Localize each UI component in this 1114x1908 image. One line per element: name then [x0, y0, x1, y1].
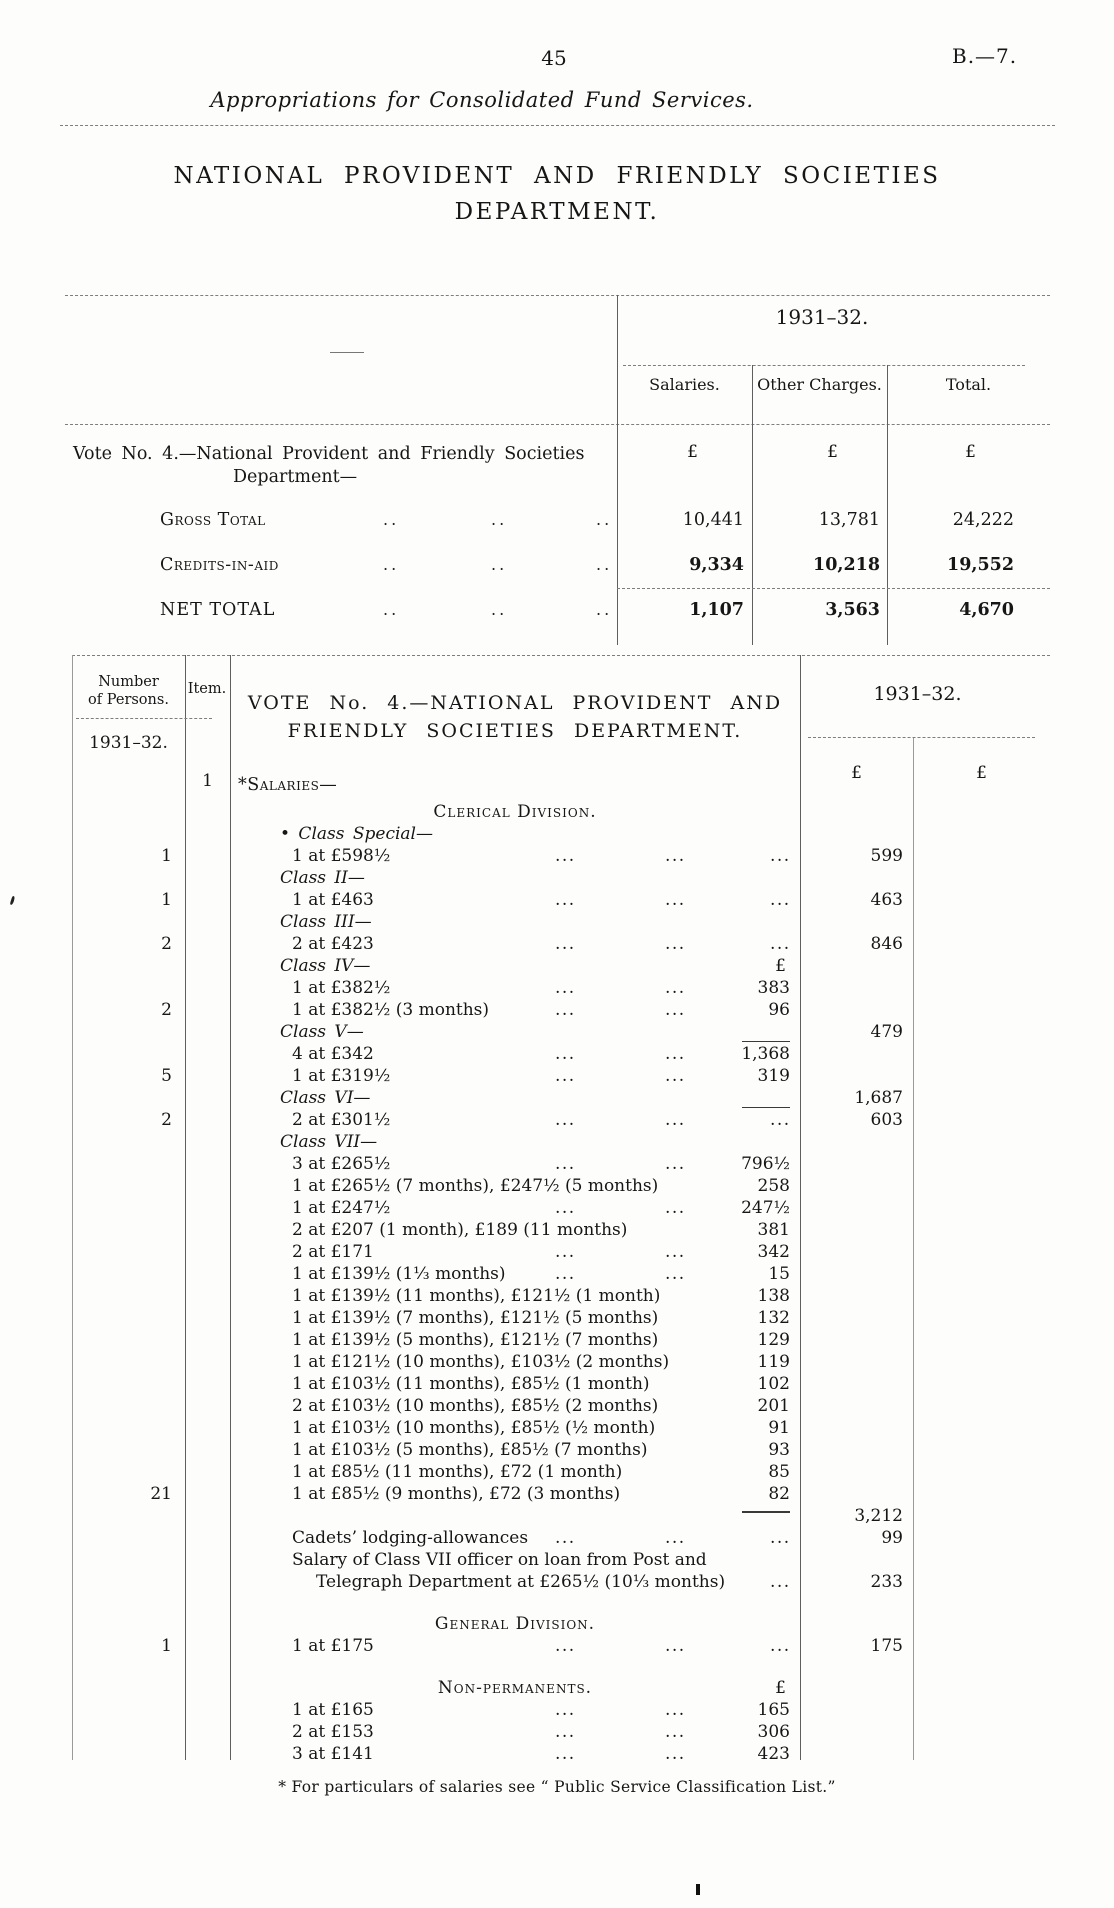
- detail-row: [72, 1699, 1050, 1721]
- amount-col1: 846: [870, 934, 903, 954]
- detail-row: [72, 1021, 1050, 1043]
- vote-title: [230, 689, 800, 745]
- leader-dots: ...: [665, 1528, 686, 1548]
- row-text: 4 at £342: [292, 1044, 374, 1064]
- header-rule: [60, 125, 1055, 126]
- sub-amount: 138: [757, 1286, 790, 1306]
- row-text: Class IV—: [280, 956, 371, 976]
- amount-total: 24,222: [952, 510, 1014, 530]
- detail-row: [72, 977, 1050, 999]
- detail-row: [72, 1395, 1050, 1417]
- amount-col1: 99: [881, 1528, 903, 1548]
- footnote: * For particulars of salaries see “ Public Service Classification List.”: [278, 1778, 836, 1796]
- amount-other-charges: 10,218: [813, 555, 880, 575]
- detail-table: [72, 655, 1050, 1767]
- row-text: Class II—: [280, 868, 365, 888]
- detail-row: [72, 1549, 1050, 1571]
- persons-count: 2: [161, 1110, 172, 1130]
- leader-dots: ...: [665, 1198, 686, 1218]
- detail-row: [72, 1131, 1050, 1153]
- detail-row: [72, 801, 1050, 823]
- row-text: 3 at £141: [292, 1744, 374, 1764]
- detail-row: [72, 999, 1050, 1021]
- detail-row: [72, 1461, 1050, 1483]
- row-text: 1 at £382½ (3 months): [292, 1000, 490, 1020]
- department-title-line2: DEPARTMENT.: [454, 199, 660, 225]
- row-text: Class III—: [280, 912, 372, 932]
- sub-amount: 423: [757, 1744, 790, 1764]
- leader-dots: ..: [596, 510, 613, 529]
- column-header-salaries: Salaries.: [649, 375, 720, 394]
- sub-amount: 132: [757, 1308, 790, 1328]
- leader-dots: ...: [665, 1000, 686, 1020]
- sub-amount: 1,368: [741, 1044, 790, 1064]
- leader-dots: ...: [770, 1528, 791, 1548]
- pound-sign-total: £: [965, 442, 976, 462]
- row-text: Salary of Class VII officer on loan from Post and: [292, 1550, 707, 1570]
- persons-count: 2: [161, 934, 172, 954]
- row-text: 1 at £103½ (11 months), £85½ (1 month): [292, 1374, 650, 1394]
- amount-col1: 1,687: [854, 1088, 903, 1108]
- row-text: 1 at £139½ (11 months), £121½ (1 month): [292, 1286, 661, 1306]
- detail-row: [72, 1153, 1050, 1175]
- sub-amount: 796½: [741, 1154, 790, 1174]
- row-text: 1 at £175: [292, 1636, 374, 1656]
- leader-dots: ...: [665, 1700, 686, 1720]
- row-text: Class V—: [280, 1022, 364, 1042]
- detail-row: [72, 1571, 1050, 1593]
- stub-dash-mark: [330, 352, 364, 353]
- detail-row: [72, 774, 1050, 796]
- leader-dots: ...: [665, 934, 686, 954]
- leader-dots: ..: [596, 555, 613, 574]
- sub-amount: 102: [757, 1374, 790, 1394]
- row-text: Class VI—: [280, 1088, 371, 1108]
- persons-count: 1: [161, 890, 172, 910]
- summary-table: [65, 295, 1050, 648]
- detail-row: [72, 1743, 1050, 1765]
- persons-count: 21: [150, 1484, 172, 1504]
- detail-row: [72, 911, 1050, 933]
- persons-header-line2: of Persons.: [88, 692, 169, 708]
- row-text: General Division.: [434, 1614, 596, 1634]
- summary-row-label: Credits-in-aid: [160, 555, 279, 575]
- sub-pound-sign: £: [775, 956, 786, 976]
- row-text: 1 at £139½ (7 months), £121½ (5 months): [292, 1308, 659, 1328]
- sub-amount: 319: [757, 1066, 790, 1086]
- row-text: 1 at £103½ (10 months), £85½ (½ month): [292, 1418, 656, 1438]
- sub-amount: 82: [768, 1484, 790, 1504]
- summary-row-label: Gross Total: [160, 510, 266, 530]
- sub-amount: 119: [757, 1352, 790, 1372]
- detail-row: [72, 955, 1050, 977]
- leader-dots: ...: [665, 1044, 686, 1064]
- leader-dots: ...: [770, 890, 791, 910]
- detail-row: [72, 1175, 1050, 1197]
- department-title-line1: NATIONAL PROVIDENT AND FRIENDLY SOCIETIES: [173, 163, 941, 189]
- row-text: 1 at £247½: [292, 1198, 391, 1218]
- leader-dots: ...: [555, 1700, 576, 1720]
- amount-other-charges: 13,781: [818, 510, 880, 530]
- leader-dots: ...: [555, 1636, 576, 1656]
- sub-amount: 15: [768, 1264, 790, 1284]
- row-text: Clerical Division.: [433, 802, 597, 822]
- row-text: 1 at £165: [292, 1700, 374, 1720]
- stray-ink-mark-bottom: [696, 1884, 700, 1895]
- pound-sign-other: £: [827, 442, 838, 462]
- vote-title-line2: FRIENDLY SOCIETIES DEPARTMENT.: [287, 720, 743, 742]
- amount-col1: 603: [870, 1110, 903, 1130]
- column-header-total: Total.: [945, 375, 992, 394]
- row-text: Non-permanents.: [437, 1678, 593, 1698]
- amount-col1: 233: [870, 1572, 903, 1592]
- detail-row: [72, 1065, 1050, 1087]
- row-text: 1 at £598½: [292, 846, 391, 866]
- leader-dots: ...: [555, 1744, 576, 1764]
- summary-row-label: NET TOTAL: [160, 600, 276, 620]
- persons-count: 5: [161, 1066, 172, 1086]
- leader-dots: ...: [555, 1044, 576, 1064]
- detail-row: [72, 1043, 1050, 1065]
- detail-year-header: 1931–32.: [873, 683, 962, 705]
- summary-row: [65, 500, 1050, 545]
- pound-sign-salaries: £: [687, 442, 698, 462]
- sub-amount: 165: [757, 1700, 790, 1720]
- amount-salaries: 1,107: [689, 600, 744, 620]
- detail-year-underline: [808, 737, 1035, 738]
- detail-row: [72, 1197, 1050, 1219]
- row-text: 2 at £423: [292, 934, 374, 954]
- leader-dots: ...: [555, 978, 576, 998]
- row-text: 2 at £103½ (10 months), £85½ (2 months): [292, 1396, 659, 1416]
- sub-amount: 247½: [741, 1198, 790, 1218]
- leader-dots: ..: [383, 510, 400, 529]
- leader-dots: ...: [555, 1000, 576, 1020]
- persons-count: 1: [161, 846, 172, 866]
- row-text: 1 at £85½ (11 months), £72 (1 month): [292, 1462, 623, 1482]
- persons-count: 1: [161, 1636, 172, 1656]
- persons-column-header: [72, 673, 185, 709]
- detail-row: [72, 1351, 1050, 1373]
- amount-salaries: 9,334: [689, 555, 744, 575]
- row-text: Cadets’ lodging-allowances: [292, 1528, 529, 1548]
- row-text: 1 at £103½ (5 months), £85½ (7 months): [292, 1440, 648, 1460]
- row-text: 2 at £153: [292, 1722, 374, 1742]
- detail-row: [72, 1439, 1050, 1461]
- detail-rows: [72, 774, 1050, 1765]
- pound-sign-col1: £: [851, 763, 862, 783]
- running-title: Appropriations for Consolidated Fund Services.: [210, 88, 754, 112]
- detail-row: [72, 823, 1050, 845]
- detail-top-border: [72, 655, 1050, 656]
- row-text: 2 at £171: [292, 1242, 374, 1262]
- row-text: 1 at £139½ (5 months), £121½ (7 months): [292, 1330, 659, 1350]
- leader-dots: ..: [491, 555, 508, 574]
- amount-col1: 479: [870, 1022, 903, 1042]
- detail-row: [72, 1285, 1050, 1307]
- leader-dots: ...: [665, 1154, 686, 1174]
- leader-dots: ...: [555, 1242, 576, 1262]
- amount-col1: 175: [870, 1636, 903, 1656]
- leader-dots: ...: [770, 1110, 791, 1130]
- persons-year-header: 1931–32.: [89, 733, 168, 753]
- detail-row: [72, 1483, 1050, 1505]
- leader-dots: ...: [770, 1572, 791, 1592]
- leader-dots: ..: [491, 600, 508, 619]
- summary-year-header: 1931–32.: [775, 305, 869, 329]
- sub-amount: 306: [757, 1722, 790, 1742]
- leader-dots: ...: [665, 1066, 686, 1086]
- detail-row: [72, 1307, 1050, 1329]
- leader-dots: ...: [555, 1528, 576, 1548]
- row-text: 3 at £265½: [292, 1154, 391, 1174]
- summary-year-underline: [623, 365, 1025, 366]
- item-column-header: Item.: [187, 681, 227, 697]
- leader-dots: ...: [770, 846, 791, 866]
- leader-dots: ..: [383, 555, 400, 574]
- leader-dots: ..: [596, 600, 613, 619]
- sub-amount: 85: [768, 1462, 790, 1482]
- row-text: 1 at £463: [292, 890, 374, 910]
- row-text: *Salaries—: [238, 775, 338, 795]
- leader-dots: ...: [555, 890, 576, 910]
- row-text: 1 at £121½ (10 months), £103½ (2 months): [292, 1352, 670, 1372]
- persons-header-line1: Number: [98, 674, 159, 690]
- sub-amount: 342: [757, 1242, 790, 1262]
- summary-row: [65, 545, 1050, 590]
- row-text: 1 at £85½ (9 months), £72 (3 months): [292, 1484, 621, 1504]
- leader-dots: ...: [555, 1264, 576, 1284]
- stray-ink-mark-left: [10, 896, 16, 905]
- leader-dots: ...: [665, 1636, 686, 1656]
- detail-row: [72, 1417, 1050, 1439]
- sub-amount: 96: [768, 1000, 790, 1020]
- leader-dots: ...: [665, 1744, 686, 1764]
- amount-col1: 3,212: [854, 1506, 903, 1526]
- leader-dots: ...: [665, 978, 686, 998]
- persons-count: 2: [161, 1000, 172, 1020]
- amount-col1: 463: [870, 890, 903, 910]
- leader-dots: ...: [665, 1110, 686, 1130]
- pound-sign-col2: £: [976, 763, 987, 783]
- detail-row: [72, 1241, 1050, 1263]
- sub-pound-sign: £: [775, 1678, 786, 1698]
- summary-row: [65, 590, 1050, 635]
- detail-row: [72, 1373, 1050, 1395]
- row-text: • Class Special—: [280, 824, 433, 844]
- detail-row: [72, 845, 1050, 867]
- page-number: 45: [541, 46, 567, 70]
- leader-dots: ...: [770, 1636, 791, 1656]
- row-text: 1 at £382½: [292, 978, 391, 998]
- detail-row: [72, 1613, 1050, 1635]
- row-text: Telegraph Department at £265½ (10⅓ months): [316, 1572, 726, 1592]
- sub-amount: 201: [757, 1396, 790, 1416]
- vote-stub-line1: Vote No. 4.—National Provident and Friendly Societies: [73, 444, 585, 464]
- detail-row: [72, 1635, 1050, 1657]
- vote-stub-line2: Department—: [233, 467, 358, 487]
- detail-row: [72, 1263, 1050, 1285]
- row-text: 2 at £207 (1 month), £189 (11 months): [292, 1220, 628, 1240]
- summary-top-border: [65, 295, 1050, 296]
- detail-row: [72, 1505, 1050, 1527]
- sub-amount: 383: [757, 978, 790, 998]
- detail-row: [72, 867, 1050, 889]
- detail-row: [72, 1677, 1050, 1699]
- detail-row: [72, 1527, 1050, 1549]
- leader-dots: ...: [555, 846, 576, 866]
- vote-title-line1: VOTE No. 4.—NATIONAL PROVIDENT AND: [247, 692, 783, 714]
- amount-col1: 599: [870, 846, 903, 866]
- item-number: 1: [202, 771, 213, 791]
- leader-dots: ...: [665, 1242, 686, 1262]
- sub-amount: 381: [757, 1220, 790, 1240]
- leader-dots: ...: [665, 846, 686, 866]
- summary-rows: [65, 500, 1050, 635]
- leader-dots: ...: [555, 1722, 576, 1742]
- row-text: 1 at £265½ (7 months), £247½ (5 months): [292, 1176, 659, 1196]
- persons-header-underline: [76, 718, 212, 719]
- detail-row: [72, 933, 1050, 955]
- sub-amount: 129: [757, 1330, 790, 1350]
- leader-dots: ...: [555, 1066, 576, 1086]
- row-text: 1 at £319½: [292, 1066, 391, 1086]
- leader-dots: ...: [665, 1722, 686, 1742]
- detail-row: [72, 1219, 1050, 1241]
- subtotal-rule: [742, 1041, 790, 1043]
- leader-dots: ...: [665, 1264, 686, 1284]
- amount-total: 4,670: [959, 600, 1014, 620]
- detail-row: [72, 1087, 1050, 1109]
- leader-dots: ..: [491, 510, 508, 529]
- amount-salaries: 10,441: [682, 510, 744, 530]
- leader-dots: ...: [555, 1110, 576, 1130]
- leader-dots: ...: [770, 934, 791, 954]
- column-header-other-charges: Other Charges.: [757, 375, 882, 394]
- leader-dots: ...: [665, 890, 686, 910]
- leader-dots: ..: [383, 600, 400, 619]
- document-reference: B.—7.: [952, 44, 1018, 68]
- row-text: 1 at £139½ (1⅓ months): [292, 1264, 506, 1284]
- subtotal-rule: [742, 1511, 790, 1513]
- sub-amount: 91: [768, 1418, 790, 1438]
- sub-amount: 258: [757, 1176, 790, 1196]
- summary-header-rule: [65, 424, 1050, 425]
- row-text: Class VII—: [280, 1132, 378, 1152]
- sub-amount: 93: [768, 1440, 790, 1460]
- detail-row: [72, 1109, 1050, 1131]
- detail-row: [72, 1721, 1050, 1743]
- detail-row: [72, 1329, 1050, 1351]
- amount-total: 19,552: [947, 555, 1014, 575]
- detail-row: [72, 889, 1050, 911]
- net-total-rule: [617, 588, 1050, 589]
- leader-dots: ...: [555, 1154, 576, 1174]
- amount-other-charges: 3,563: [825, 600, 880, 620]
- leader-dots: ...: [555, 1198, 576, 1218]
- subtotal-rule: [742, 1107, 790, 1109]
- leader-dots: ...: [555, 934, 576, 954]
- row-text: 2 at £301½: [292, 1110, 391, 1130]
